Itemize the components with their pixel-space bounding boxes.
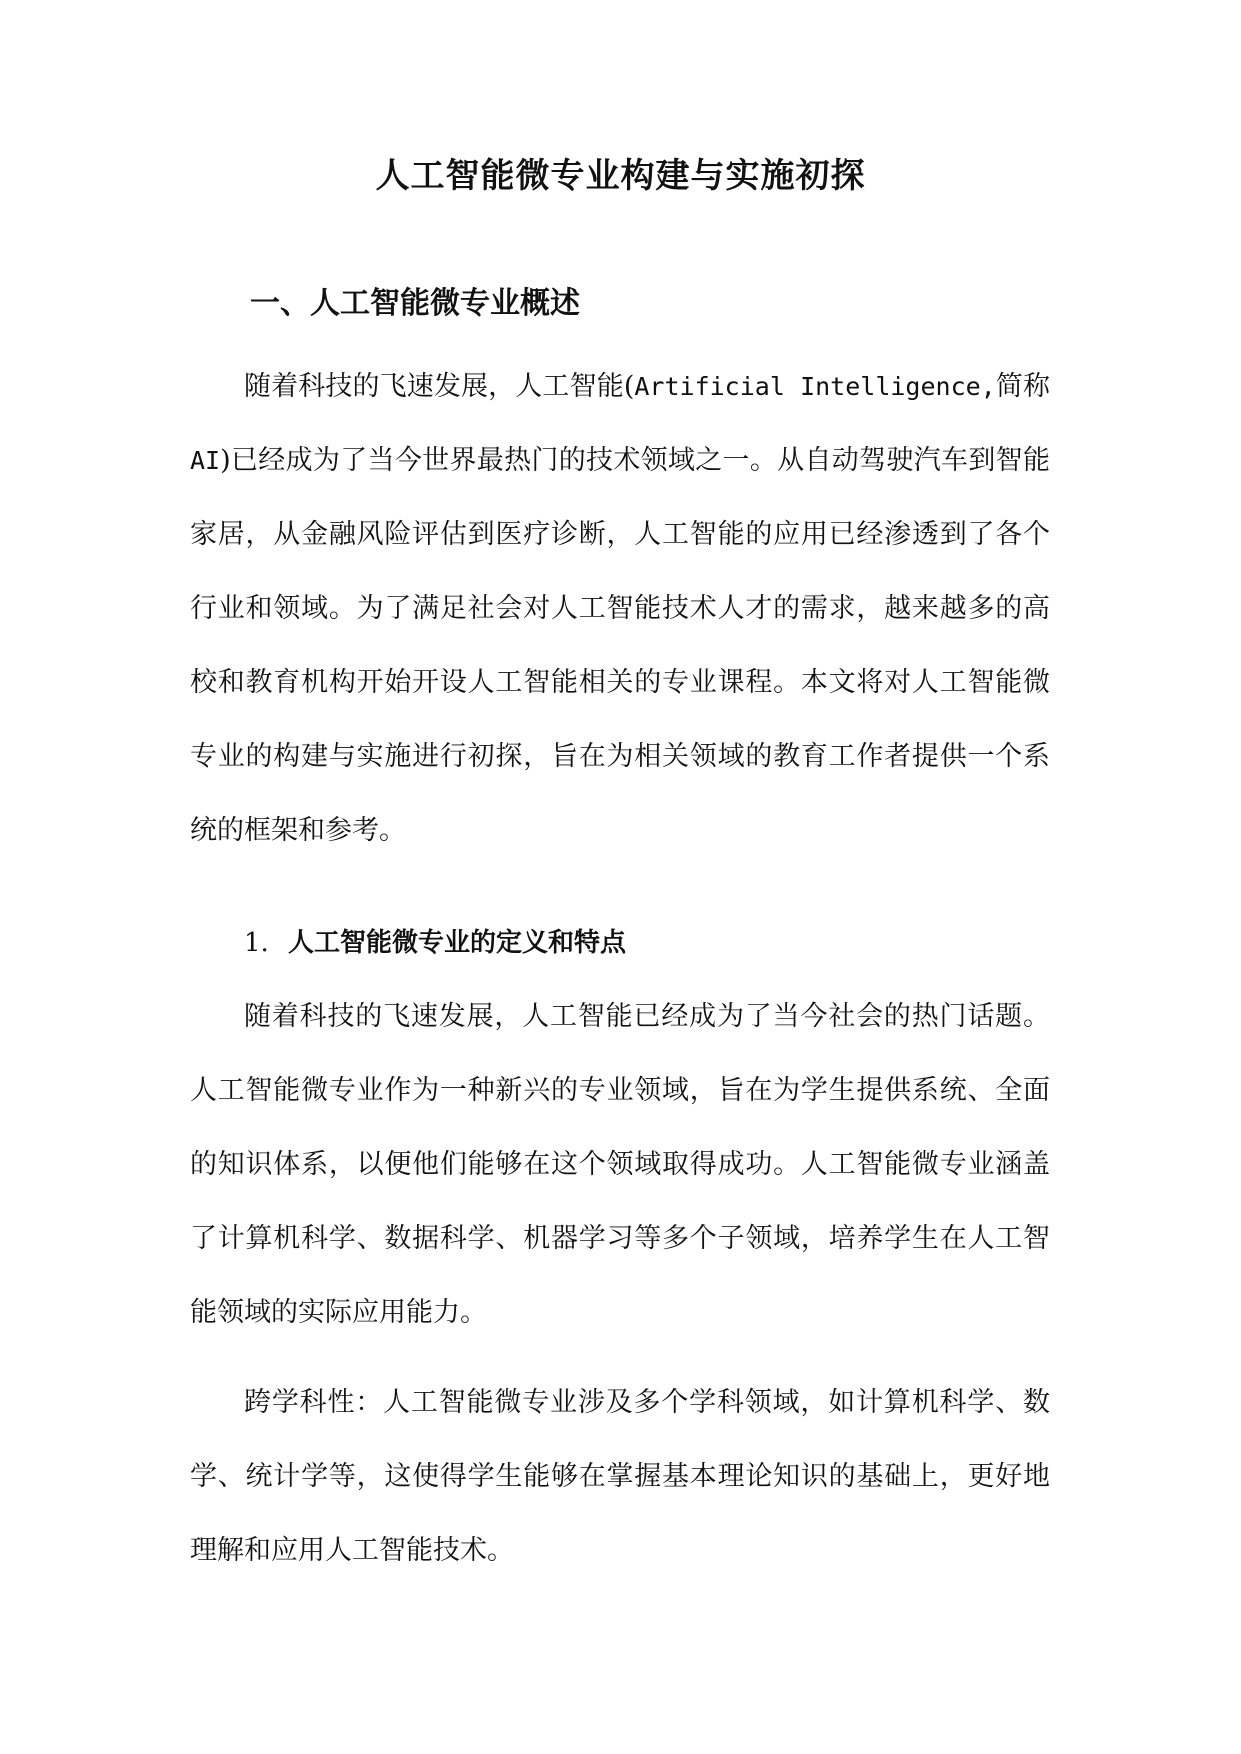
- section-heading: 一、人工智能微专业概述: [250, 286, 580, 321]
- subsection-number: 1.: [244, 928, 269, 958]
- intro-term-english: Artificial Intelligence,: [634, 372, 996, 401]
- definition-paragraph: 随着科技的飞速发展，人工智能已经成为了当今社会的热门话题。人工智能微专业作为一种新兴的专业领域，旨在为学生提供系统、全面的知识体系，以便他们能够在这个领域取得成功。人工智能微专业涵盖了计算机科学、数据科学、机器学习等多个子领域，培养学生在人工智能领域的实际应用能力。: [190, 1001, 1050, 1328]
- intro-paragraph: [190, 350, 1050, 868]
- intro-text-rest: )已经成为了当今世界最热门的技术领域之一。从自动驾驶汽车到智能家居，从金融风险评估到医疗诊断，人工智能的应用已经渗透到了各个行业和领域。为了满足社会对人工智能技术人才的需求，越来越多的高校和教育机构开始开设人工智能相关的专业课程。本文将对人工智能微专业的构建与实施进行初探，旨在为相关领域的教育工作者提供一个系统的框架和参考。: [190, 445, 1050, 846]
- subsection-heading: [244, 923, 626, 963]
- intro-abbr: AI: [190, 446, 221, 475]
- intro-text-start: 随着科技的飞速发展，人工智能(: [244, 371, 635, 402]
- document-title: 人工智能微专业构建与实施初探: [375, 156, 866, 196]
- intro-text-abbr-label: 简称: [995, 371, 1051, 402]
- interdisciplinary-paragraph: 跨学科性：人工智能微专业涉及多个学科领域，如计算机科学、数学、统计学等，这使得学生能够在掌握基本理论知识的基础上，更好地理解和应用人工智能技术。: [190, 1387, 1050, 1566]
- subsection-title: 人工智能微专业的定义和特点: [288, 928, 627, 958]
